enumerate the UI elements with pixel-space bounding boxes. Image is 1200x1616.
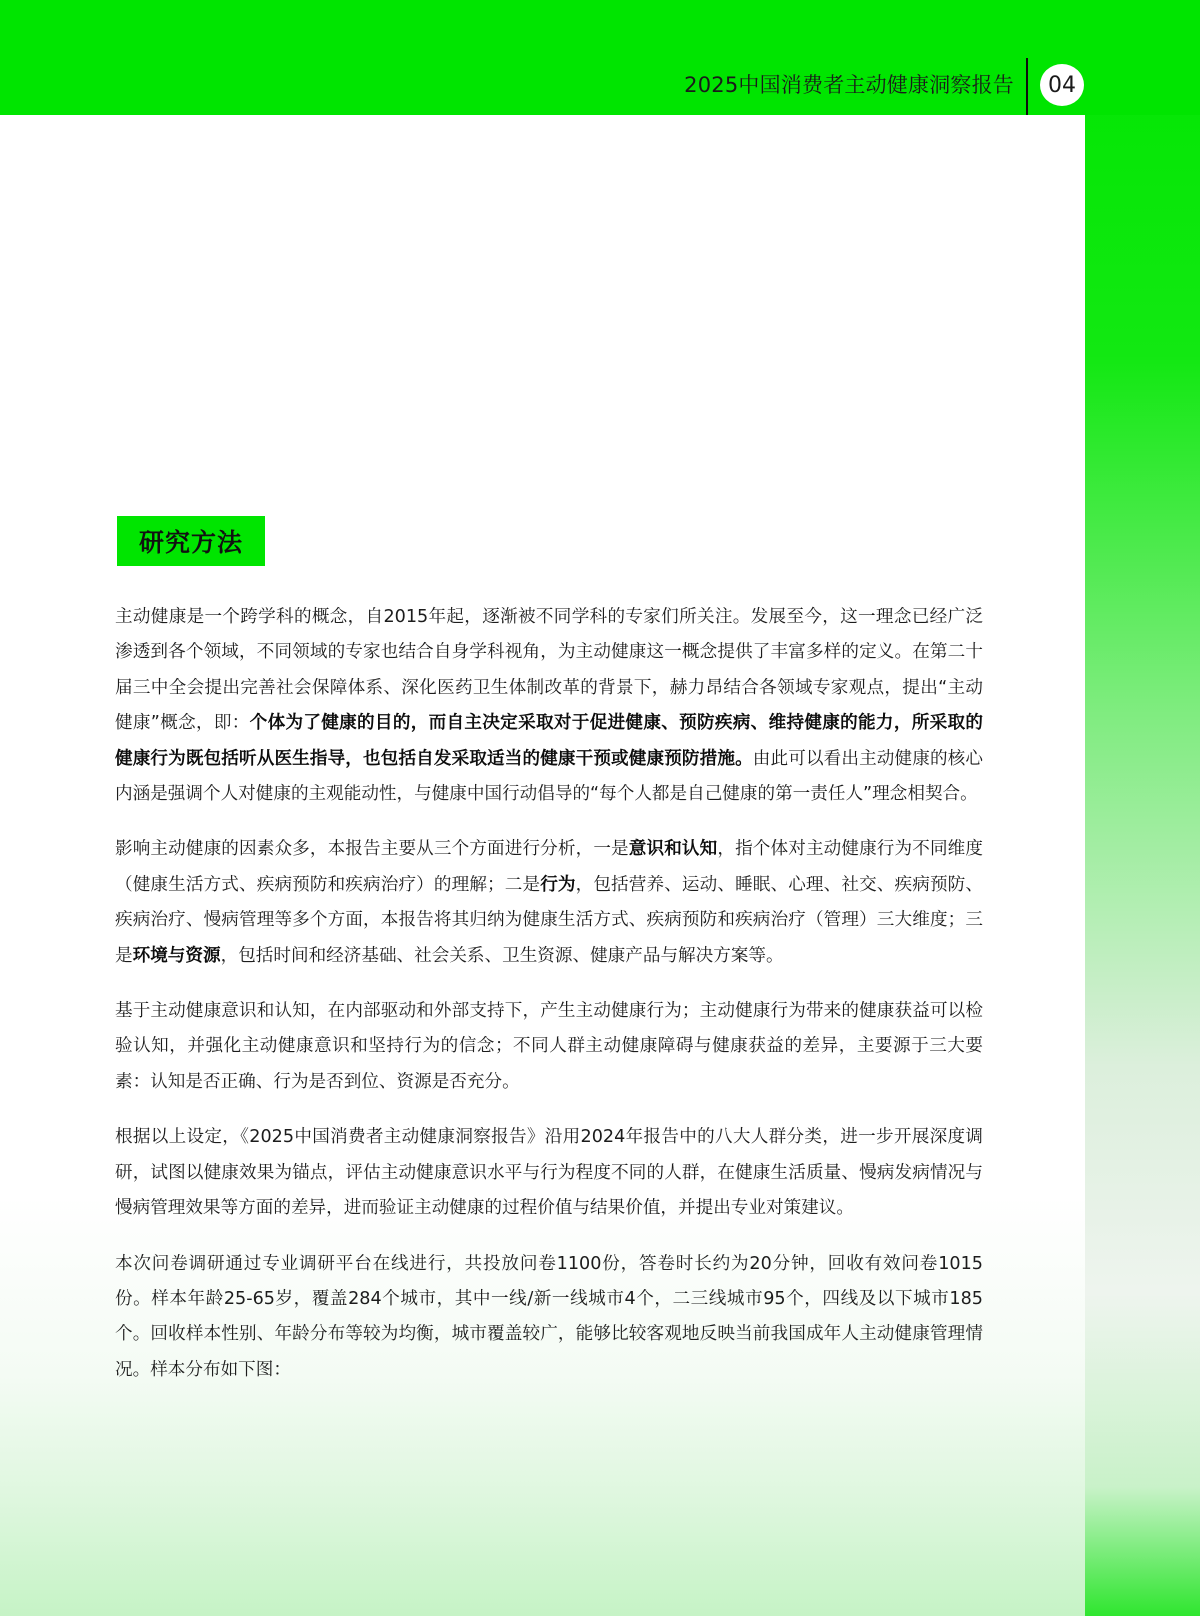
paragraph-2-text-c: ，指个体对主动健康行为不同维度（健康生活方式、疾病预防和疾病治疗）的理解；二是 [115,839,983,895]
report-title: 2025中国消费者主动健康洞察报告 [684,73,1014,97]
paragraph-4: 根据以上设定，《2025中国消费者主动健康洞察报告》沿用2024年报告中的八大人群分类，进一步开展深度调研，试图以健康效果为锚点，评估主动健康意识水平与行为程度不同的人群，在健康生活质量、慢病发病情况与慢病管理效果等方面的差异，进而验证主动健康的过程价值与结果价值，并提出专业对策建议。 [115,1127,983,1219]
page-number-badge: 04 [1040,64,1084,106]
paragraph-2-text-g: ，包括时间和经济基础、社会关系、卫生资源、健康产品与解决方案等。 [220,945,784,966]
paragraph-2-text-a: 影响主动健康的因素众多，本报告主要从三个方面进行分析，一是 [115,839,629,860]
paragraph-3: 基于主动健康意识和认知，在内部驱动和外部支持下，产生主动健康行为；主动健康行为带来的健康获益可以检验认知，并强化主动健康意识和坚持行为的信念；不同人群主动健康障碍与健康获益的差异，主要源于三大要素：认知是否正确、行为是否到位、资源是否充分。 [115,1001,983,1092]
header-band [0,0,1200,115]
paragraph-1-text-c: 由此可以看出主动健康的核心内涵是强调个人对健康的主观能动性，与健康中国行动倡导的“每个人都是自己健康的第一责任人”理念相契合。 [115,748,983,805]
section-heading: 研究方法 [117,516,265,566]
paragraph-2 [115,832,983,974]
paragraph-1-text-a: 主动健康是一个跨学科的概念，自2015年起，逐渐被不同学科的专家们所关注。发展至今，这一理念已经广泛渗透到各个领域，不同领域的专家也结合自身学科视角，为主动健康这一概念提供了丰富多样的定义。在第二十届三中全会提出完善社会保障体系、深化医药卫生体制改革的背景下，赫力昂结合各领域专家观点，提出“主动健康”概念，即： [115,607,983,734]
paragraph-1-emphasis: 个体为了健康的目的，而自主决定采取对于促进健康、预防疾病、维持健康的能力，所采取的健康行为既包括听从医生指导，也包括自发采取适当的健康干预或健康预防措施。 [115,713,983,769]
paragraph-5: 本次问卷调研通过专业调研平台在线进行，共投放问卷1100份，答卷时长约为20分钟，回收有效问卷1015份。样本年龄25-65岁，覆盖284个城市，其中一线/新一线城市4个，二三线城市95个，四线及以下城市185个。回收样本性别、年龄分布等较为均衡，城市覆盖较广，能够比较客观地反映当前我国成年人主动健康管理情况。样本分布如下图： [115,1253,983,1380]
paragraph-1 [115,600,983,812]
paragraph-2-text-e: ，包括营养、运动、睡眠、心理、社交、疾病预防、疾病治疗、慢病管理等多个方面，本报告将其归纳为健康生活方式、疾病预防和疾病治疗（管理）三大维度；三是 [115,874,983,966]
body-text [115,600,983,1408]
paragraph-2-emphasis-environment: 环境与资源 [132,945,221,966]
header-divider [1026,58,1028,115]
paragraph-2-emphasis-awareness: 意识和认知 [628,839,718,860]
paragraph-2-emphasis-behavior: 行为 [540,874,576,895]
